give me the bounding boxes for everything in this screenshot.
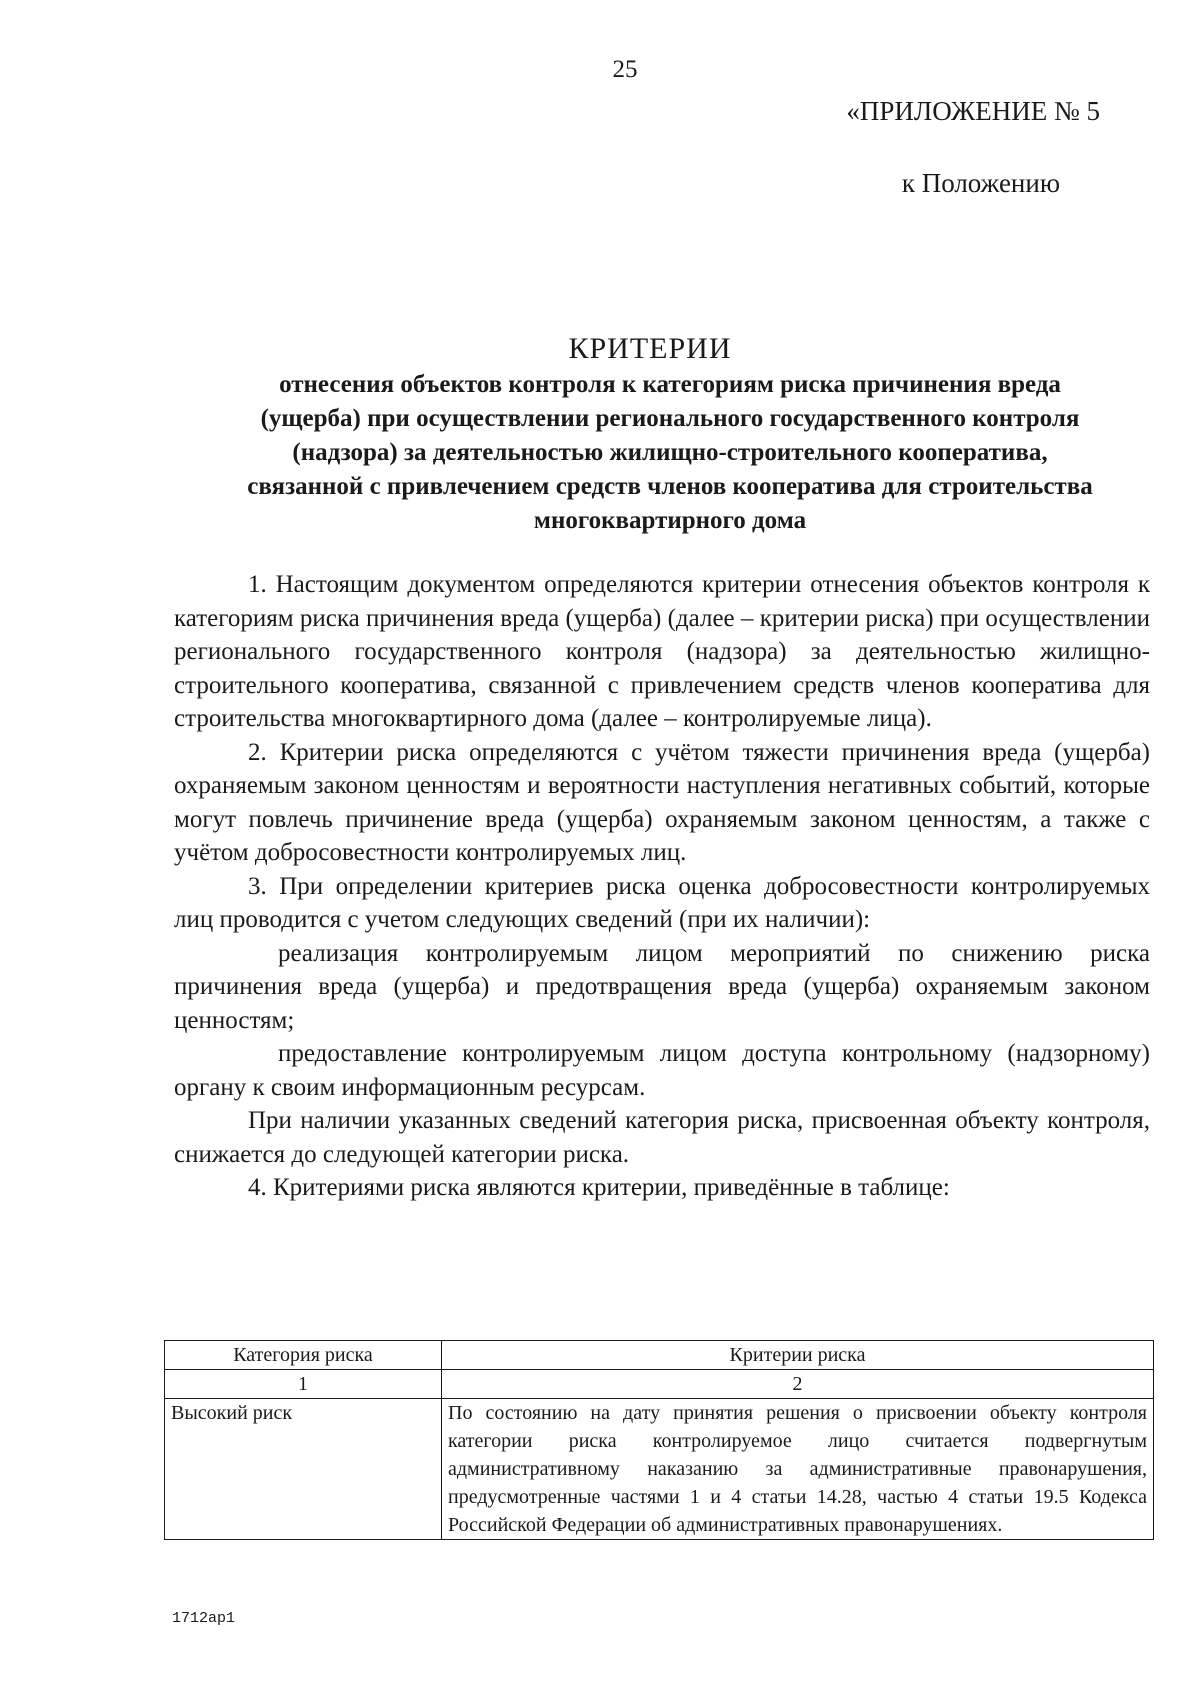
header-risk-criteria: Критерии риска: [442, 1341, 1154, 1370]
appendix-title: «ПРИЛОЖЕНИЕ № 5: [846, 96, 1100, 126]
appendix-reference: к Положению: [901, 168, 1060, 198]
table-row: [165, 1399, 1154, 1540]
paragraph-1: 1. Настоящим документом определяются критерии отнесения объектов контроля к категориям риска причинения вреда (ущерба) (далее – критерии риска) при осуществлении регионального государственного контроля (надзора) за деятельностью жилищно-строительного кооператива, связанной с привлечением средств членов кооператива для строительства многоквартирного дома (далее – контролируемые лица).: [174, 571, 1150, 732]
paragraph-3: 3. При определении критериев риска оценка добросовестности контролируемых лиц проводится с учетом следующих сведений (при их наличии):: [174, 872, 1150, 933]
footer-document-code: 1712ap1: [172, 1610, 236, 1627]
risk-criteria-table: [164, 1340, 1154, 1540]
page-number: 25: [612, 56, 638, 83]
risk-category-cell: Высокий риск: [165, 1399, 442, 1540]
header-risk-category: Категория риска: [165, 1341, 442, 1370]
table-number-row: [165, 1370, 1154, 1399]
column-number-2: 2: [442, 1370, 1154, 1399]
subheading-line: (надзора) за деятельностью жилищно-строительного кооператива,: [292, 439, 1048, 466]
document-heading: КРИТЕРИИ: [568, 332, 732, 365]
subheading-line: связанной с привлечением средств членов кооператива для строительства: [247, 473, 1093, 500]
subheading-line: многоквартирного дома: [533, 507, 807, 534]
document-subheading: [160, 368, 1180, 538]
document-body: [174, 568, 1150, 1205]
subheading-line: отнесения объектов контроля к категориям риска причинения вреда: [279, 371, 1061, 398]
list-item-access: предоставление контролируемым лицом доступа контрольному (надзорному) органу к своим информационным ресурсам.: [174, 1040, 1150, 1101]
risk-criteria-cell: По состоянию на дату принятия решения о присвоении объекту контроля категории риска контролируемое лицо считается подвергнутым административному наказанию за административные правонарушения, предусмотренные частями 1 и 4 статьи 14.28, частью 4 статьи 19.5 Кодекса Российской Федерации об административных правонарушениях.: [442, 1399, 1154, 1540]
paragraph-2: 2. Критерии риска определяются с учётом тяжести причинения вреда (ущерба) охраняемым законом ценностям и вероятности наступления негативных событий, которые могут повлечь причинение вреда (ущерба) охраняемым законом ценностям, а также с учётом добросовестности контролируемых лиц.: [174, 738, 1150, 866]
list-item-measures: реализация контролируемым лицом мероприятий по снижению риска причинения вреда (ущерба) и предотвращения вреда (ущерба) охраняемым законом ценностям;: [174, 939, 1150, 1034]
subheading-line: (ущерба) при осуществлении регионального государственного контроля: [260, 405, 1080, 432]
column-number-1: 1: [165, 1370, 442, 1399]
paragraph-category-reduction: При наличии указанных сведений категория риска, присвоенная объекту контроля, снижается до следующей категории риска.: [174, 1107, 1150, 1168]
table-header-row: [165, 1341, 1154, 1370]
paragraph-4: 4. Критериями риска являются критерии, приведённые в таблице:: [248, 1174, 950, 1201]
